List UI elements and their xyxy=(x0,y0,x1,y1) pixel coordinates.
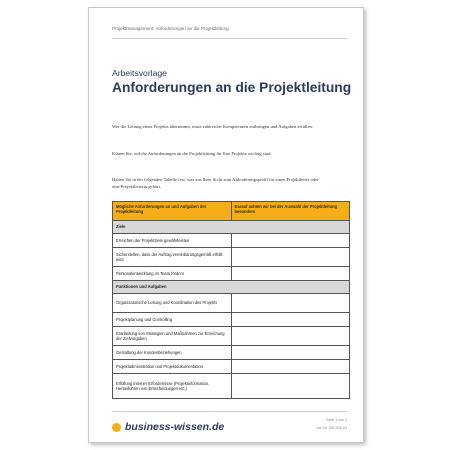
requirement-cell: Sicherstellen, dass der Auftrag vereinbarungsgemäß erfüllt wird xyxy=(113,248,232,267)
intro-paragraph-2: Klären Sie, welche Anforderungen an die Projektleitung für Ihre Projekte wichtig sind. xyxy=(112,151,272,156)
table-row xyxy=(113,267,350,281)
document-page xyxy=(88,7,364,443)
requirement-cell: Projektplanung und Controlling xyxy=(113,313,232,327)
table-row xyxy=(113,294,350,313)
criteria-entry-cell[interactable] xyxy=(231,267,350,281)
requirement-cell: Erfüllung interner Erfordernisse (Projektinformation, Herbeiführen von Entscheidungen etc.) xyxy=(113,374,232,399)
column-header-criteria: Darauf achten wir bei der Auswahl der Projektleitung besonders xyxy=(231,202,350,221)
table-header-row xyxy=(113,202,350,221)
article-number: Art.-Nr. SW-006-03 xyxy=(316,426,347,430)
document-title: Anforderungen an die Projektleitung xyxy=(112,80,352,95)
page-number: Seite 1 von 2 xyxy=(326,418,347,422)
table-row xyxy=(113,374,350,399)
criteria-entry-cell[interactable] xyxy=(231,346,350,360)
criteria-entry-cell[interactable] xyxy=(231,234,350,248)
requirement-cell: Projektadministration und Projektdokumentation xyxy=(113,360,232,374)
footer-divider xyxy=(112,411,347,412)
table-row xyxy=(113,313,350,327)
criteria-entry-cell[interactable] xyxy=(231,313,350,327)
column-header-requirements: Mögliche Anforderungen an und Aufgaben der Projektleitung xyxy=(113,202,232,221)
logo-dot-icon xyxy=(112,423,121,432)
table-row xyxy=(113,360,350,374)
table-row xyxy=(113,346,350,360)
requirement-cell: Erreichen der Projektziele gewährleisten xyxy=(113,234,232,248)
section-row-functions xyxy=(113,281,350,294)
table-row xyxy=(113,248,350,267)
requirement-cell: Organisatorische Leitung und Koordination des Projekts xyxy=(113,294,232,313)
criteria-entry-cell[interactable] xyxy=(231,327,350,346)
header-divider xyxy=(112,38,347,39)
section-title: Ziele xyxy=(113,221,350,234)
requirement-cell: Gestaltung der Kundenbeziehungen xyxy=(113,346,232,360)
criteria-entry-cell[interactable] xyxy=(231,360,350,374)
requirement-cell: Erarbeitung von Strategien und Maßnahmen zur Erreichung der Zielvorgaben xyxy=(113,327,232,346)
document-subtitle: Arbeitsvorlage xyxy=(112,68,167,78)
section-title: Funktionen und Aufgaben xyxy=(113,281,350,294)
footer-logo xyxy=(112,421,224,433)
criteria-entry-cell[interactable] xyxy=(231,374,350,399)
requirement-cell: Personalentwicklung im Team fördern xyxy=(113,267,232,281)
intro-paragraph-1: Wer die Leitung eines Projekts übernimmt, muss zahlreiche Kompetenzen aufbringen und Aufgaben erfüllen. xyxy=(112,124,313,129)
intro-paragraph-3: Halten Sie in der folgenden Tabelle fest, was aus Ihrer Sicht zum Anforderungsprofil für einen Projektleiter oder eine Projektleiterin gehört. xyxy=(112,177,319,190)
table-row xyxy=(113,234,350,248)
requirements-table xyxy=(112,201,350,399)
logo-text: business-wissen.de xyxy=(125,421,225,433)
criteria-entry-cell[interactable] xyxy=(231,294,350,313)
criteria-entry-cell[interactable] xyxy=(231,248,350,267)
running-head: Projektmanagement: Anforderungen an die Projektleitung xyxy=(112,26,229,31)
section-row-goals xyxy=(113,221,350,234)
table-row xyxy=(113,327,350,346)
